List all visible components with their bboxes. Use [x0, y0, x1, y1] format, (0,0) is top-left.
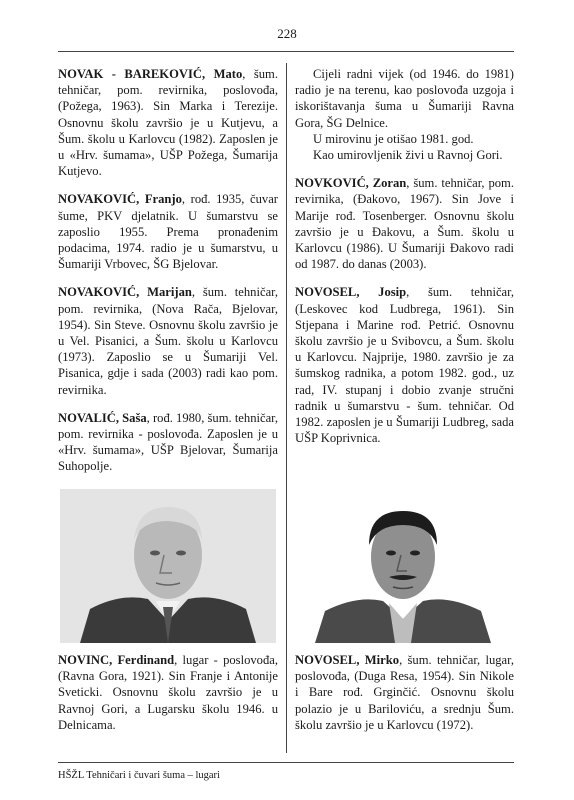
entry-novosel-josip [295, 284, 514, 446]
top-rule [58, 51, 514, 52]
entry-text: , lugar - poslovođa, (Ravna Gora, 1921). Sin Franje i Antonije Sveticki. Osnovnu školu završio je u Ravnoj Gori, a Lugarsku školu 1946. u Delnicama. [58, 653, 278, 732]
entry-text: , šum. tehničar, pom. revirnika, (Nova Rača, Bjelovar, 1954). Sin Steve. Osnovnu školu završio je u Vel. Pisanici, a Šum. školu u Karlovcu (1973). Zaposlio se u Šumariji Vel. Pisanica, gdje i sada (2003) radi kao pom. revirnika. [58, 285, 278, 397]
entry-name: NOVOSEL, Mirko [295, 653, 400, 667]
entry-text: , rođ. 1935, čuvar šume, PKV djelatnik. U šumarstvu se zaposlio 1955. Prema pronađenim podacima, 1974. radio je u šumarstvu, u Šumariji Vrbovec, ŠG Bjelovar. [58, 192, 278, 272]
entry-name: NOVAKOVIĆ, Franjo [58, 192, 182, 207]
portrait-photo-novosel-mirko [297, 489, 509, 643]
entry-novak-barekovic [58, 66, 278, 179]
page-number: 228 [277, 26, 297, 41]
entry-novalic-sasa [58, 410, 278, 475]
left-column [58, 66, 278, 487]
continued-entry [295, 66, 514, 163]
continued-paragraph: Kao umirovljenik živi u Ravnoj Gori. [313, 148, 503, 163]
entry-text: , šum. tehničar, pom. revirnika, poslovođa, (Požega, 1963). Sin Marka i Terezije. Osnovnu školu završio je u Kutjevu, a Šum. školu u Karlovcu (1982). Zaposlen je u «Hrv. šumama», UŠP Požega, Šumarija Kutjevo. [58, 67, 278, 179]
entry-name: NOVINC, Ferdinand [58, 653, 175, 667]
continued-paragraph: U mirovinu je otišao 1981. god. [313, 131, 474, 146]
entry-text: , šum. tehničar, (Leskovec kod Ludbrega, 1961). Sin Stjepana i Marine rođ. Petrić. Osnovnu školu završio je u Svibovcu, a Šum. školu u Karlovcu. Najprije, 1980. završio je za šumskog radnika, a potom 1982. god., uz rad, IV. stupanj i dobio zvanje stručni radnik u šumarstvu - šum. tehničar. Od 1982. zaposlen je u Šumariji Ludbreg, sada UŠP Koprivnica. [295, 285, 514, 446]
entry-text: , šum. tehničar, lugar, poslovođa, (Duga Resa, 1954). Sin Nikole i Bare rođ. Grginčić. Osnovnu školu polazio je u Bariloviću, a srednju Šum. školu završio je u Karlovcu (1972). [295, 653, 514, 732]
entry-novkovic-zoran [295, 175, 514, 272]
entry-name: NOVAKOVIĆ, Marijan [58, 285, 192, 300]
page-footer: HŠŽL Tehničari i čuvari šuma – lugari [58, 770, 220, 781]
entry-novakovic-marijan [58, 284, 278, 397]
bottom-rule [58, 762, 514, 763]
entry-name: NOVOSEL, Josip [295, 285, 407, 300]
entry-name: NOVKOVIĆ, Zoran [295, 176, 407, 191]
entry-text: , šum. tehničar, pom. revirnika, (Đakovo, 1967). Sin Jove i Marije rođ. Tosenberger. Osnovnu školu završio je u Đakovu, a Šum. školu u Karlovcu (1986). U Šumariji Đakovo radi od 1987. do danas (2003). [295, 176, 514, 272]
entry-novinc-ferdinand [58, 652, 278, 733]
column-divider [286, 63, 287, 753]
entry-novosel-mirko [295, 652, 514, 733]
entry-text: , rođ. 1980, šum. tehničar, pom. revirnika - poslovođa. Zaposlen je u «Hrv. šumama», UŠP Bjelovar, Šumarija Suhopolje. [58, 410, 279, 474]
portrait-photo-novinc [60, 489, 276, 643]
entry-name: NOVAK - BAREKOVIĆ, Mato [58, 67, 243, 81]
right-column [295, 66, 514, 458]
entry-name: NOVALIĆ, Saša [58, 410, 147, 425]
entry-novakovic-franjo [58, 191, 278, 272]
continued-paragraph: Cijeli radni vijek (od 1946. do 1981) radio je na terenu, kao poslovođa uzgoja i iskorištavanja šuma u Šumariji Ravna Gora, ŠG Delnice. [295, 67, 514, 130]
